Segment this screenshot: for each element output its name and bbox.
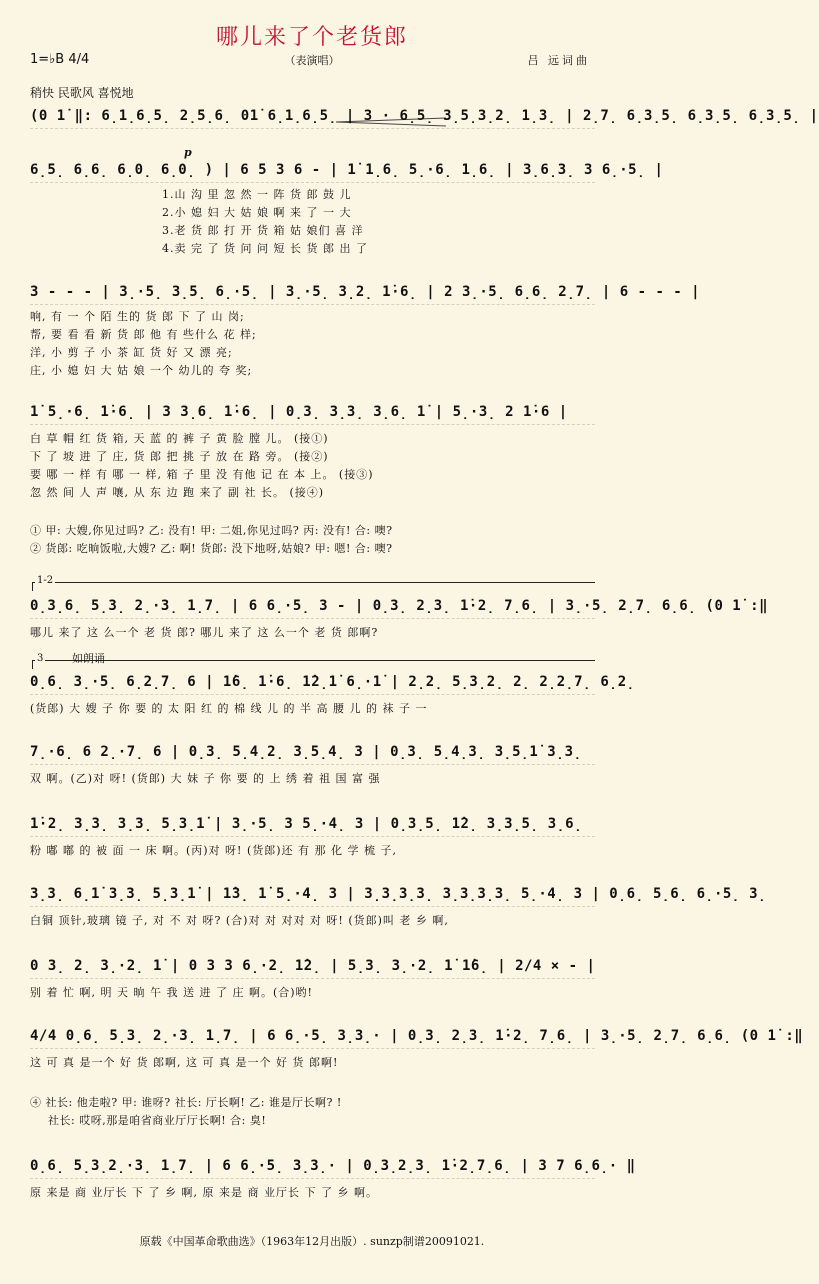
lyrics-line: 要 哪 一 样 有 哪 一 样, 箱 子 里 没 有他 记 在 本 上。 (接③) xyxy=(30,468,374,481)
lyrics-line: 粉 嘟 嘟 的 被 面 一 床 啊。(丙)对 呀! (货郎)还 有 那 化 学 梳 子, xyxy=(30,844,398,857)
lyrics-line: 忽 然 间 人 声 嚷, 从 东 边 跑 来了 副 社 长。 (接④) xyxy=(30,486,325,499)
lyrics-line: 2.小 媳 妇 大 姑 娘 啊 来 了 一 大 xyxy=(162,206,352,219)
dialogue-note-4b: 社长: 哎呀,那是咱省商业厅厅长啊! 合: 臭! xyxy=(48,1114,267,1127)
score-system-3: 3 - - - | 3̣·5̣ 3̣5̣ 6̣·5̣ | 3̣·5̣ 3̣2̣ 1̇·6̣ | 2 3̣·5̣ 6̣6̣ 2̣7̣ | 6 - - - | xyxy=(30,284,595,306)
volta-1-2: 1-2 xyxy=(32,582,595,591)
lyrics-line: 帮, 要 看 看 新 货 郎 他 有 些什么 花 样; xyxy=(30,328,257,341)
song-title: 哪儿来了个老货郎 xyxy=(215,25,408,50)
score-system-12: 0̣6̣ 5̣3̣2̣·3̣ 1̣7̣ | 6 6̣·5̣ 3̣3̣· | 0̣3̣2̣3̣ 1̇·2̣7̣6̣ | 3 7 6̣6̣· ‖ xyxy=(30,1158,595,1180)
score-system-9: 3̣3̣ 6̣1̇ 3̣3̣ 5̣3̣1̇ | 1̇3̣ 1̇ 5̣·4̣ 3 | 3̣3̣3̣3̣ 3̣3̣3̣3̣ 5̣·4̣ 3 | 0̣6̣ 5̣6̣ 6̣·5̣ 3̣ xyxy=(30,886,595,908)
score-system-8: 1̇·2̣ 3̣3̣ 3̣3̣ 5̣3̣1̇ | 3̣·5̣ 3 5̣·4̣ 3 | 0̣3̣5̣ 1̇2̣ 3̣3̣5̣ 3̣6̣ xyxy=(30,816,595,838)
score-system-11: 4/4 0̣6̣ 5̣3̣ 2̣·3̣ 1̣7̣ | 6 6̣·5̣ 3̣3̣· | 0̣3̣ 2̣3̣ 1̇·2̣ 7̣6̣ | 3̣·5̣ 2̣7̣ 6̣6̣ (0 1̇ :‖ xyxy=(30,1028,595,1050)
dialogue-note-4a: ④ 社长: 他走啦? 甲: 谁呀? 社长: 厅长啊! 乙: 谁是厅长啊? ! xyxy=(30,1096,342,1109)
score-system-5: 0̣3̣6̣ 5̣3̣ 2̣·3̣ 1̣7̣ | 6 6̣·5̣ 3 - | 0̣3̣ 2̣3̣ 1̇·2̣ 7̣6̣ | 3̣·5̣ 2̣7̣ 6̣6̣ (0 1̇ :‖ xyxy=(30,598,595,620)
lyrics-line: 响, 有 一 个 陌 生的 货 郎 下 了 山 岗; xyxy=(30,310,245,323)
score-system-4: 1̇ 5̣·6̣ 1̇·6̣ | 3 3̣6̣ 1̇·6̣ | 0̣3̣ 3̣3̣ 3̣6̣ 1̇ | 5̣·3̣ 2 1̇·6 | xyxy=(30,404,595,426)
expression-marking: 如朗诵 xyxy=(72,652,105,665)
song-subtitle: （表演唱） xyxy=(284,54,340,67)
lyrics-line: 哪儿 来了 这 么一个 老 货 郎? 哪儿 来了 这 么一个 老 货 郎啊? xyxy=(30,626,379,639)
lyrics-line: 4.卖 完 了 货 问 问 短 长 货 郎 出 了 xyxy=(162,242,368,255)
score-system-7: 7̣·6̣ 6 2̣·7̣ 6 | 0̣3̣ 5̣4̣2̣ 3̣5̣4̣ 3 | 0̣3̣ 5̣4̣3̣ 3̣5̣1̇ 3̣3̣ xyxy=(30,744,595,766)
lyrics-line: 别 着 忙 啊, 明 天 晌 午 我 送 进 了 庄 啊。(合)哟! xyxy=(30,986,313,999)
score-system-10: 0 3̣ 2̣ 3̣·2̣ 1̇ | 0 3 3 6̣·2̣ 1̇2̣ | 5̣3̣ 3̣·2̣ 1̇ 1̇6̣ | 2/4 × - | xyxy=(30,958,595,980)
lyrics-line: 3.老 货 郎 打 开 货 箱 姑 娘们 喜 洋 xyxy=(162,224,364,237)
lyrics-line: 白铜 顶针,玻璃 镜 子, 对 不 对 呀? (合)对 对 对对 对 呀! (货郎)叫 老 乡 啊, xyxy=(30,914,449,927)
source-footer: 原载《中国革命歌曲选》（1963年12月出版）. sunzp制谱20091021. xyxy=(139,1235,485,1248)
lyrics-line: 白 草 帽 红 货 箱, 天 蓝 的 裤 子 黄 脸 膛 儿。 (接①) xyxy=(30,432,329,445)
lyrics-line: 庄, 小 媳 妇 大 姑 娘 一个 幼儿的 夸 奖; xyxy=(30,364,253,377)
lyrics-line: 原 来是 商 业厅长 下 了 乡 啊, 原 来是 商 业厅长 下 了 乡 啊。 xyxy=(30,1186,378,1199)
dialogue-note-2: ② 货郎: 吃晌饭啦,大嫂? 乙: 啊! 货郎: 没下地呀,姑娘? 甲: 嗯! 合: 噢? xyxy=(30,542,393,555)
volta-3: 3 xyxy=(32,660,595,669)
lyrics-line: 双 啊。(乙)对 呀! (货郎) 大 妹 子 你 要 的 上 绣 着 祖 国 富 强 xyxy=(30,772,381,785)
lyrics-line: 下 了 坡 进 了 庄, 货 郎 把 挑 子 放 在 路 旁。 (接②) xyxy=(30,450,329,463)
dialogue-note-1: ① 甲: 大嫂,你见过吗? 乙: 没有! 甲: 二姐,你见过吗? 丙: 没有! 合: 噢? xyxy=(30,524,393,537)
lyrics-line: 这 可 真 是一个 好 货 郎啊, 这 可 真 是一个 好 货 郎啊! xyxy=(30,1056,339,1069)
lyrics-line: 1.山 沟 里 忽 然 一 阵 货 郎 鼓 儿 xyxy=(162,188,352,201)
dynamic-piano: p xyxy=(184,146,192,159)
tempo-marking: 稍快 民歌风 喜悦地 xyxy=(30,86,134,100)
key-signature: 1=♭B 4/4 xyxy=(30,52,90,67)
lyrics-line: 洋, 小 剪 子 小 茶 缸 货 好 又 漂 亮; xyxy=(30,346,233,359)
lyrics-line: (货郎) 大 嫂 子 你 要 的 太 阳 红 的 棉 线 儿 的 半 高 腰 儿 的 袜 子 一 xyxy=(30,702,428,715)
composer-credit: 吕 远词曲 xyxy=(527,54,590,67)
score-system-6: 0̣6̣ 3̣·5̣ 6̣2̣7̣ 6 | 1̇6̣ 1̇·6̣ 1̇2̣1̇ 6̣·1̇ | 2̣2̣ 5̣3̣2̣ 2̣ 2̣2̣7̣ 6̣2̣ xyxy=(30,674,595,696)
score-system-1: (0 1̇ ‖: 6̣1̣6̣5̣ 2̣5̣6̣ 01̇ 6̣1̣6̣5̣ | 3 · 6̣5̣ 3̣5̣3̣2̣ 1̣3̣ | 2̣7̣ 6̣3̣5̣ 6̣3̣5̣ 6̣3̣5̣ | xyxy=(30,108,595,130)
score-system-2: 6̣5̣ 6̣6̣ 6̣0̣ 6̣0̣ ) | 6 5 3 6 - | 1̇ 1̣6̣ 5̣·6̣ 1̣6̣ | 3̣6̣3̣ 3 6̣·5̣ | xyxy=(30,162,595,184)
